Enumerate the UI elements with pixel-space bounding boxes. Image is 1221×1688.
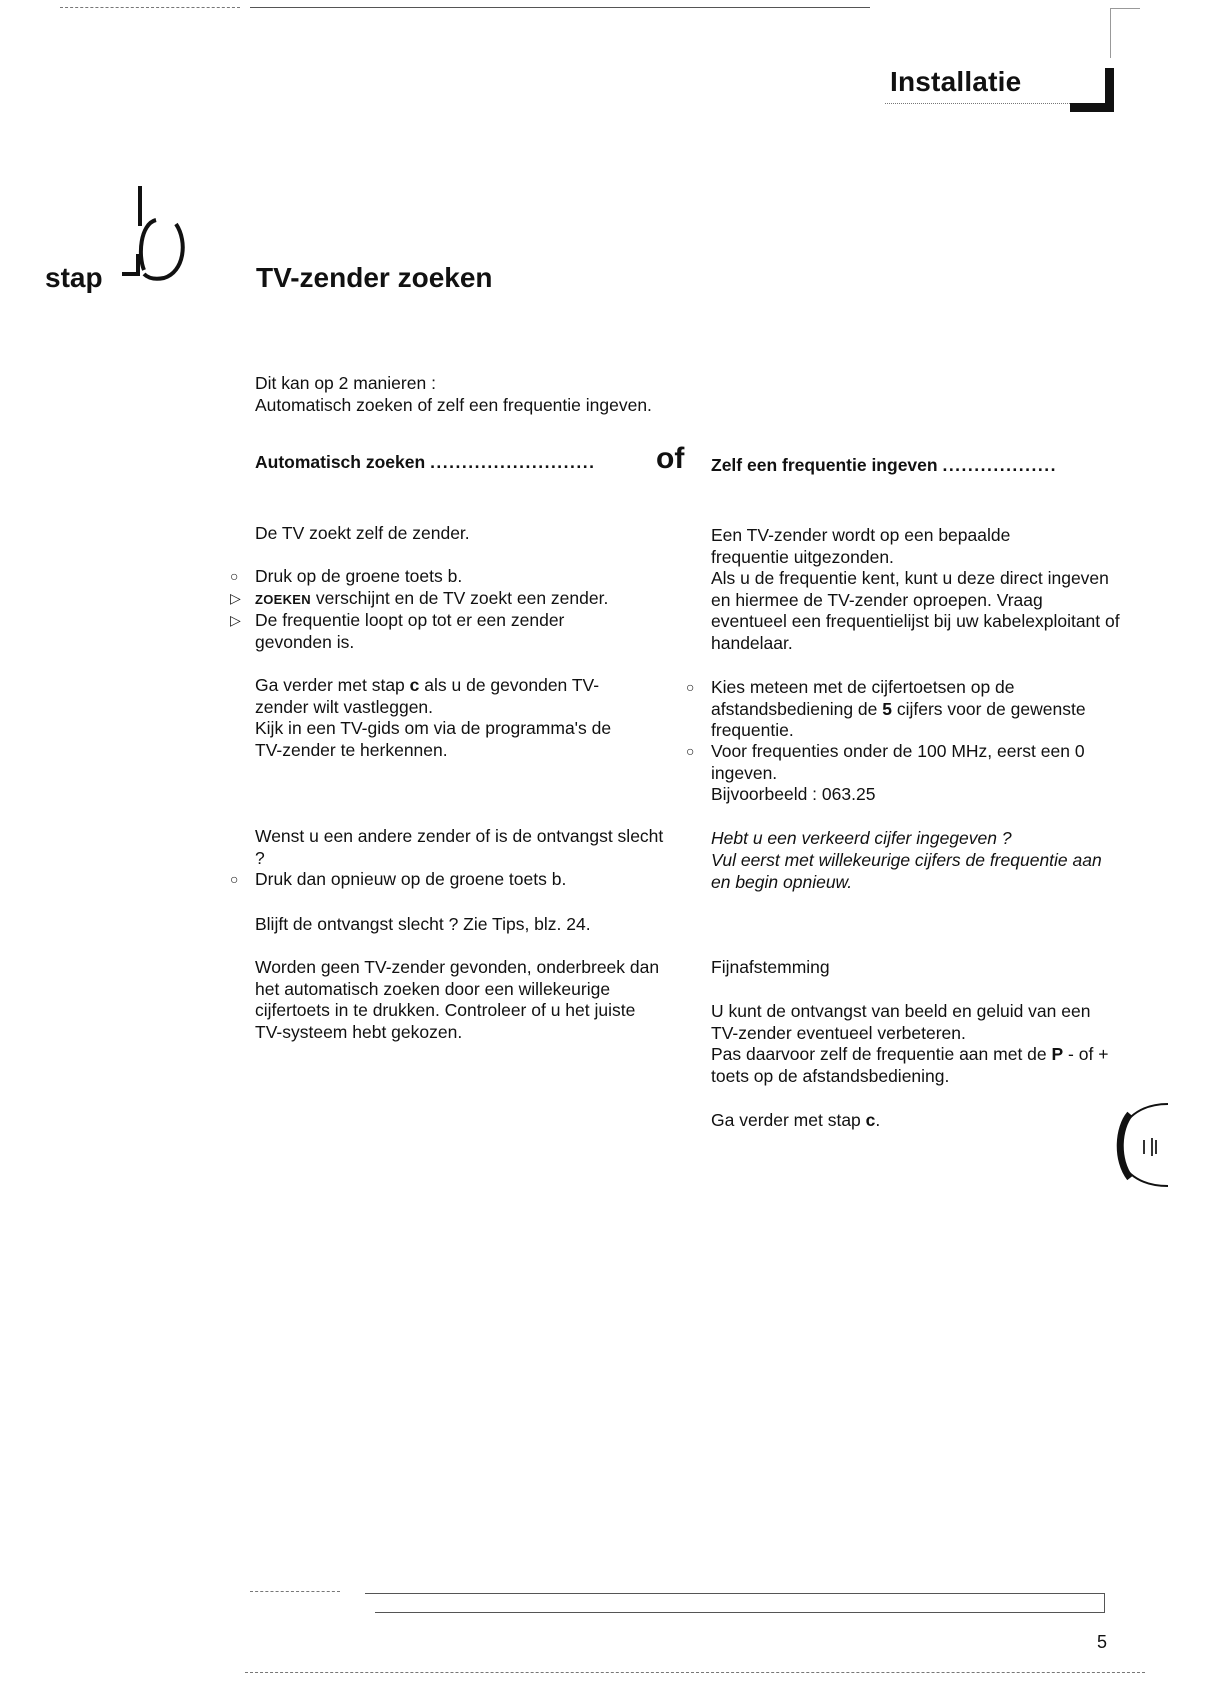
right-item-1-b: cijfers voor de gewenste frequentie. [711,698,1086,740]
left-list-item-1: Druk op de groene toets b. [255,566,463,586]
intro-line-1: Dit kan op 2 manieren : [255,373,436,393]
left-p3-item: Druk dan opnieuw op de groene toets b. [255,869,567,889]
zoeken-label: ZOEKEN [255,592,311,607]
bullet-circle-icon: ○ [230,568,239,584]
footer-dash-rule [250,1591,340,1592]
right-heading [711,455,1131,476]
right-next-step-bold: c [865,1110,876,1130]
right-next-step [711,1110,1131,1132]
footer-rule-end [1104,1593,1105,1613]
right-heading-text: Zelf een frequentie ingeven [711,455,938,475]
top-corner-mark [1110,8,1111,58]
right-next-step-b: . [875,1110,881,1130]
right-p1: Een TV-zender wordt op een bepaalde frequentie uitgezonden. [711,525,1011,567]
left-list-item-2 [255,588,695,611]
fine-tuning-p-b: Pas daarvoor zelf de frequentie aan met de [711,1044,1052,1064]
left-p1: De TV zoekt zelf de zender. [255,523,470,543]
top-rule [250,7,870,8]
left-list-item-3: De frequentie loopt op tot er een zender gevonden is. [255,610,565,652]
section-title-rule [885,103,1070,104]
right-item-1-a: Kies meteen met de cijfertoetsen op de afstandsbediening de [711,677,1015,719]
bullet-triangle-icon: ▷ [230,590,241,606]
fine-tuning-title: Fijnafstemming [711,957,830,977]
right-next-step-a: Ga verder met stap [711,1110,866,1130]
or-word: of [656,442,685,475]
page-number: 5 [1097,1632,1108,1652]
step-b-glyph [118,186,198,296]
fine-tuning-p-bold: P [1051,1044,1064,1064]
footer-rule-2 [375,1612,1105,1613]
left-p5: Worden geen TV-zender gevonden, onderbreek dan het automatisch zoeken door een willekeurige cijfertoets in te drukken. Controleer of u het juiste TV-systeem hebt gekozen. [255,957,660,1042]
left-p2-c: Kijk in een TV-gids om via de programma's de TV-zender te herkennen. [255,718,612,760]
side-tab-c-icon [1108,1100,1180,1190]
section-title: Installatie [890,66,1022,97]
bullet-triangle-icon: ▷ [230,612,241,628]
right-italic-2: Vul eerst met willekeurige cijfers de frequentie aan en begin opnieuw. [711,850,1102,892]
intro-line-2: Automatisch zoeken of zelf een frequentie ingeven. [255,395,652,415]
left-heading-text: Automatisch zoeken [255,452,426,472]
fine-tuning-p [711,1001,1121,1087]
corner-bracket-horizontal [1070,103,1114,112]
bottom-dash-rule [245,1672,1145,1673]
bullet-circle-icon: ○ [686,743,695,759]
footer-rule [365,1593,1105,1594]
top-corner-mark-h [1110,8,1140,9]
right-heading-dots: .................. [942,455,1057,475]
left-heading [255,452,695,473]
fine-tuning-p-c: - of + toets op de afstandsbediening. [711,1044,1109,1086]
right-p1b: Als u de frequentie kent, kunt u deze direct ingeven en hiermee de TV-zender oproepen. Vraag eventueel een frequentielijst bij uw kabelexploitant of handelaar. [711,568,1120,653]
bullet-circle-icon: ○ [686,679,695,695]
left-p2 [255,675,635,761]
left-p2-b: als u de gevonden TV-zender wilt vastleggen. [255,675,600,717]
top-dash-rule [60,7,240,8]
step-label: stap [45,262,103,293]
right-item-1 [711,677,1091,742]
left-p2-a: Ga verder met stap [255,675,410,695]
left-list-item-2-text: verschijnt en de TV zoekt een zender. [310,588,609,608]
fine-tuning-p-a: U kunt de ontvangst van beeld en geluid van een TV-zender eventueel verbeteren. [711,1001,1091,1043]
right-item-1-bold: 5 [882,698,892,719]
left-p2-bold: c [409,675,420,695]
right-item-2-example: Bijvoorbeeld : 063.25 [711,784,876,804]
bullet-circle-icon: ○ [230,871,239,887]
step-title: TV-zender zoeken [256,262,493,293]
right-italic-1: Hebt u een verkeerd cijfer ingegeven ? [711,828,1012,848]
left-p4: Blijft de ontvangst slecht ? Zie Tips, blz. 24. [255,914,591,934]
left-heading-dots: .......................... [430,452,596,472]
left-p3: Wenst u een andere zender of is de ontvangst slecht ? [255,826,664,868]
right-item-2: Voor frequenties onder de 100 MHz, eerst een 0 ingeven. [711,741,1085,783]
